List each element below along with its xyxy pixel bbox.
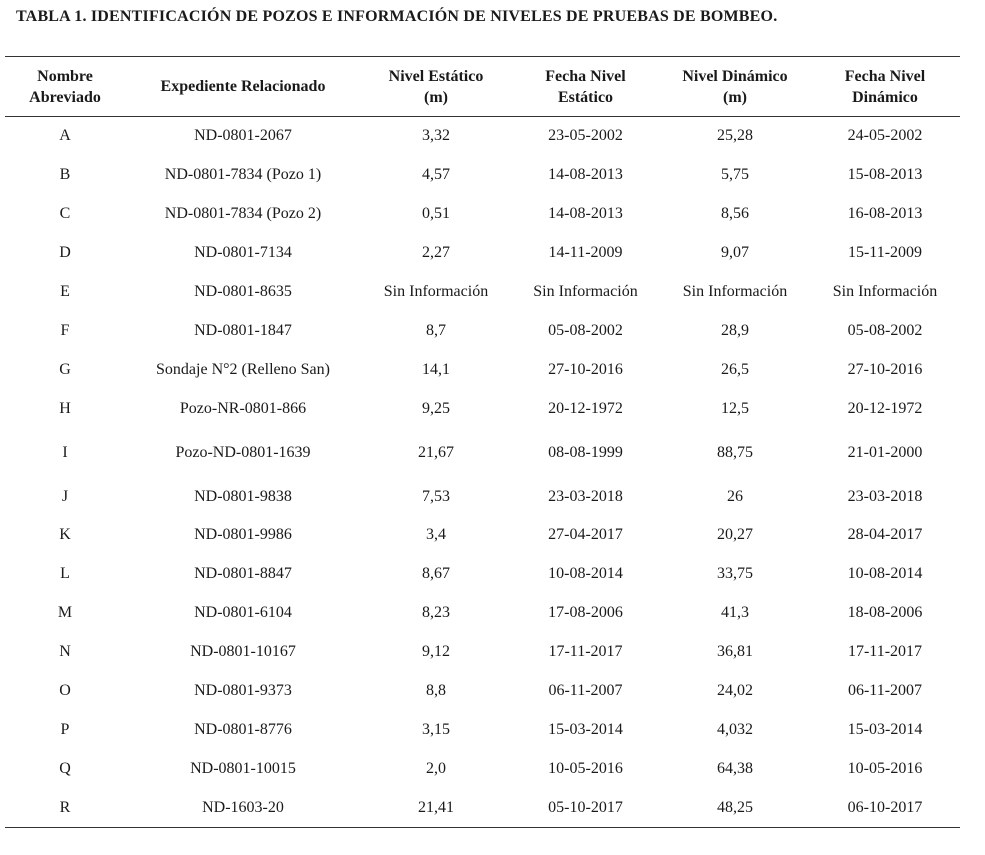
cell-nombre: E xyxy=(60,283,70,300)
header-line: Nivel Estático xyxy=(388,67,484,85)
cell-nombre: C xyxy=(59,205,71,223)
header-expediente-relacionado xyxy=(125,57,361,117)
cell-expediente: ND-0801-10015 xyxy=(190,759,296,777)
cell-fecha-estatico: 05-10-2017 xyxy=(511,788,660,827)
table-row xyxy=(5,633,960,672)
cell-fecha-dinamico: 10-08-2014 xyxy=(847,565,923,583)
cell-nivel-dinamico: 25,28 xyxy=(717,127,753,145)
cell-fecha-estatico: 14-11-2009 xyxy=(548,244,623,262)
table-row xyxy=(5,311,960,350)
cell-expediente: ND-0801-9838 xyxy=(194,487,292,505)
cell-nombre: A xyxy=(59,127,71,145)
cell-nivel-estatico: 9,25 xyxy=(422,399,450,417)
cell-fecha-dinamico: 23-03-2018 xyxy=(847,487,923,505)
table-body xyxy=(5,117,960,828)
cell-nombre: L xyxy=(60,565,70,583)
header-line: Estático xyxy=(557,88,614,106)
header-nombre-abreviado xyxy=(5,57,125,117)
cell-nivel-dinamico: 24,02 xyxy=(717,682,753,700)
cell-fecha-dinamico: 27-10-2016 xyxy=(847,360,923,378)
cell-fecha-dinamico: 17-11-2017 xyxy=(847,643,923,661)
cell-fecha-dinamico: 06-10-2017 xyxy=(810,788,960,827)
cell-nombre: O xyxy=(59,682,71,700)
table-row xyxy=(5,350,960,389)
header-line: Dinámico xyxy=(852,88,918,106)
cell-fecha-estatico: 10-08-2014 xyxy=(548,565,623,583)
table-row xyxy=(5,672,960,711)
cell-fecha-estatico: 15-03-2014 xyxy=(548,720,623,738)
cell-nombre: H xyxy=(59,399,71,417)
cell-fecha-estatico: 20-12-1972 xyxy=(548,399,623,417)
header-row xyxy=(5,57,960,117)
table-row xyxy=(5,516,960,555)
cell-expediente: ND-0801-8776 xyxy=(194,720,292,738)
cell-expediente: ND-0801-7834 (Pozo 2) xyxy=(164,205,322,223)
cell-nivel-estatico: 0,51 xyxy=(422,205,450,223)
cell-nivel-dinamico: Sin Información xyxy=(682,283,788,300)
cell-expediente: ND-0801-2067 xyxy=(194,127,292,145)
header-fecha-nivel-dinamico xyxy=(810,57,960,117)
cell-expediente: ND-0801-8635 xyxy=(194,283,292,300)
cell-fecha-estatico: Sin Información xyxy=(533,283,638,300)
cell-expediente: ND-0801-7134 xyxy=(194,244,292,262)
cell-fecha-estatico: 23-05-2002 xyxy=(548,127,623,145)
wells-table-container xyxy=(5,56,960,828)
cell-nivel-estatico: 14,1 xyxy=(422,360,450,378)
cell-fecha-dinamico: 10-05-2016 xyxy=(847,759,923,777)
cell-nivel-estatico: 8,23 xyxy=(422,604,450,622)
cell-nombre: P xyxy=(60,720,70,738)
cell-expediente: ND-1603-20 xyxy=(125,788,361,827)
cell-nivel-dinamico: 48,25 xyxy=(660,788,810,827)
header-line: Fecha Nivel xyxy=(844,67,926,85)
cell-fecha-dinamico: 24-05-2002 xyxy=(847,127,923,145)
table-row xyxy=(5,389,960,428)
cell-nombre: B xyxy=(59,166,71,184)
cell-nivel-estatico: 8,8 xyxy=(426,682,446,700)
cell-nombre: R xyxy=(5,788,125,827)
cell-nivel-dinamico: 9,07 xyxy=(721,244,749,262)
cell-nivel-dinamico: 26 xyxy=(727,487,743,505)
cell-fecha-estatico: 17-08-2006 xyxy=(548,604,623,622)
cell-fecha-dinamico: 05-08-2002 xyxy=(847,321,923,339)
header-line: Abreviado xyxy=(29,88,101,106)
header-fecha-nivel-estatico xyxy=(511,57,660,117)
cell-fecha-estatico: 23-03-2018 xyxy=(548,487,623,505)
cell-nombre: D xyxy=(59,244,71,262)
header-nivel-estatico xyxy=(361,57,511,117)
table-row xyxy=(5,749,960,788)
header-line: (m) xyxy=(424,88,448,106)
cell-nivel-estatico: 21,67 xyxy=(418,443,454,461)
cell-nivel-dinamico: 41,3 xyxy=(721,604,749,622)
cell-nivel-estatico: 3,15 xyxy=(422,720,450,738)
table-row xyxy=(5,594,960,633)
table-row xyxy=(5,117,960,156)
table-title: TABLA 1. IDENTIFICACIÓN DE POZOS E INFORMACIÓN DE NIVELES DE PRUEBAS DE BOMBEO. xyxy=(16,8,778,25)
cell-nivel-estatico: 3,32 xyxy=(422,127,450,145)
cell-fecha-estatico: 05-08-2002 xyxy=(548,321,623,339)
cell-fecha-estatico: 14-08-2013 xyxy=(548,205,623,223)
cell-nivel-dinamico: 88,75 xyxy=(717,443,753,461)
header-line: (m) xyxy=(723,88,747,106)
cell-fecha-dinamico: 18-08-2006 xyxy=(847,604,923,622)
cell-fecha-estatico: 06-11-2007 xyxy=(548,682,623,700)
table-row xyxy=(5,273,960,312)
cell-nivel-dinamico: 5,75 xyxy=(721,166,749,184)
table-header xyxy=(5,57,960,117)
cell-nivel-estatico: 4,57 xyxy=(422,166,450,184)
cell-fecha-dinamico: 16-08-2013 xyxy=(847,205,923,223)
cell-fecha-estatico: 10-05-2016 xyxy=(548,759,623,777)
table-row xyxy=(5,555,960,594)
cell-nivel-estatico: 2,27 xyxy=(422,244,450,262)
cell-nombre: K xyxy=(59,526,71,544)
table-row xyxy=(5,156,960,195)
cell-nombre: I xyxy=(62,443,68,461)
cell-nombre: M xyxy=(57,604,73,622)
cell-fecha-dinamico: 15-11-2009 xyxy=(847,244,923,262)
cell-nombre: Q xyxy=(59,759,71,777)
table-row xyxy=(5,428,960,477)
cell-nivel-dinamico: 64,38 xyxy=(717,759,753,777)
cell-fecha-estatico: 27-10-2016 xyxy=(548,360,623,378)
cell-nivel-dinamico: 20,27 xyxy=(717,526,753,544)
cell-expediente: Pozo-NR-0801-866 xyxy=(179,399,307,417)
cell-nivel-dinamico: 36,81 xyxy=(717,643,753,661)
cell-nivel-estatico: 7,53 xyxy=(422,487,450,505)
table-row xyxy=(5,788,960,827)
cell-nombre: G xyxy=(59,360,71,378)
cell-fecha-dinamico: 28-04-2017 xyxy=(847,526,923,544)
cell-fecha-dinamico: Sin Información xyxy=(832,283,938,300)
cell-nivel-estatico: Sin Información xyxy=(383,283,489,300)
cell-nivel-dinamico: 8,56 xyxy=(721,205,749,223)
cell-fecha-dinamico: 20-12-1972 xyxy=(847,399,923,417)
cell-nivel-dinamico: 33,75 xyxy=(717,565,753,583)
cell-nivel-estatico: 8,7 xyxy=(426,321,446,339)
cell-fecha-dinamico: 15-03-2014 xyxy=(847,720,923,738)
cell-nivel-estatico: 3,4 xyxy=(426,526,446,544)
cell-nivel-dinamico: 12,5 xyxy=(721,399,749,417)
header-line: Fecha Nivel xyxy=(545,67,626,85)
header-line: Nivel Dinámico xyxy=(682,67,788,85)
wells-table xyxy=(5,56,960,828)
cell-fecha-estatico: 08-08-1999 xyxy=(548,443,623,461)
cell-expediente: Pozo-ND-0801-1639 xyxy=(175,443,311,461)
cell-fecha-dinamico: 15-08-2013 xyxy=(847,166,923,184)
cell-fecha-estatico: 27-04-2017 xyxy=(548,526,623,544)
cell-fecha-dinamico: 21-01-2000 xyxy=(847,443,923,461)
cell-nivel-estatico: 8,67 xyxy=(422,565,450,583)
cell-nombre: N xyxy=(59,643,71,661)
cell-expediente: ND-0801-7834 (Pozo 1) xyxy=(164,166,322,184)
cell-expediente: Sondaje N°2 (Relleno San) xyxy=(156,360,330,378)
table-row xyxy=(5,195,960,234)
table-row xyxy=(5,710,960,749)
cell-fecha-estatico: 17-11-2017 xyxy=(548,643,623,661)
cell-expediente: ND-0801-9986 xyxy=(194,526,292,544)
table-row xyxy=(5,477,960,516)
table-row xyxy=(5,234,960,273)
cell-expediente: ND-0801-1847 xyxy=(194,321,292,339)
cell-nivel-estatico: 2,0 xyxy=(426,759,446,777)
cell-fecha-dinamico: 06-11-2007 xyxy=(847,682,923,700)
cell-nombre: F xyxy=(60,321,70,339)
cell-expediente: ND-0801-9373 xyxy=(194,682,292,700)
cell-nombre: J xyxy=(61,487,69,505)
cell-nivel-estatico: 9,12 xyxy=(422,643,450,661)
cell-nivel-estatico: 21,41 xyxy=(361,788,511,827)
header-line: Nombre xyxy=(37,67,93,85)
header-nivel-dinamico xyxy=(660,57,810,117)
cell-fecha-estatico: 14-08-2013 xyxy=(548,166,623,184)
header-line: Expediente Relacionado xyxy=(160,78,326,95)
cell-nivel-dinamico: 28,9 xyxy=(721,321,749,339)
cell-expediente: ND-0801-10167 xyxy=(190,643,296,661)
cell-nivel-dinamico: 26,5 xyxy=(721,360,749,378)
cell-expediente: ND-0801-8847 xyxy=(194,565,292,583)
cell-nivel-dinamico: 4,032 xyxy=(717,720,753,738)
cell-expediente: ND-0801-6104 xyxy=(194,604,292,622)
